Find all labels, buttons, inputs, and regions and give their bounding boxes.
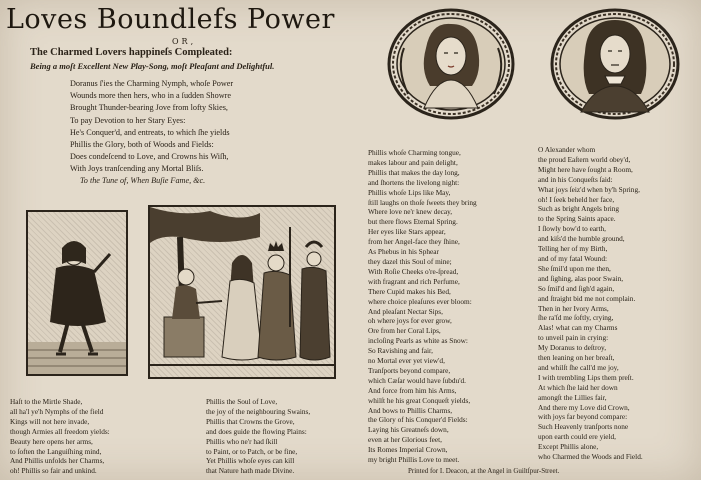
- verse-line: Ore from her Coral Lips,: [368, 326, 441, 336]
- verse-line: And bows to Phillis Charms,: [368, 405, 453, 415]
- verse-line: Brought Thunder-bearing Jove from lofty Skies,: [70, 103, 228, 113]
- verse-line: With Roſie Cheeks o're-ſpread,: [368, 266, 459, 276]
- walking-gentleman-icon: [26, 210, 128, 376]
- verse-line: who Charmed the Woods and Field.: [538, 452, 643, 462]
- stanza-2: [206, 397, 310, 476]
- verse-line: all ha'l ye'h Nymphs of the field: [10, 406, 104, 416]
- stanza-column-middle: [368, 148, 477, 465]
- tune-line: To the Tune of, When Buſie Fame, &c.: [80, 176, 206, 185]
- verse-line: Might here have ſought a Room,: [538, 164, 633, 174]
- verse-line: the proud Eaſtern world obey'd,: [538, 154, 631, 164]
- ballad-title: Loves Boundlefs Power: [6, 4, 335, 35]
- verse-line: Phillis the Glory, both of Woods and Fields:: [70, 140, 214, 150]
- verse-line: Tranſports beyond compare,: [368, 365, 451, 375]
- verse-line: no Mortal ever yet view'd,: [368, 356, 445, 366]
- verse-line: Phillis whoſe Charming tongue,: [368, 148, 461, 157]
- verse-line: Wounds more then hers, who in a ſudden Showre: [70, 91, 232, 101]
- verse-line: Telling her of my Birth,: [538, 244, 608, 254]
- verse-line: Phillis the Soul of Love,: [206, 397, 278, 406]
- verse-line: At which ſhe laid her down: [538, 382, 618, 392]
- verse-line: with fragrant and rich Perfume,: [368, 276, 460, 286]
- verse-line: and ſighing, alas poor Swain,: [538, 273, 624, 283]
- verse-line: and kiſs'd the humble ground,: [538, 234, 625, 244]
- verse-line: the Glory of his Conquer'd Fields:: [368, 415, 468, 425]
- verse-line: though Armies all freedom yields:: [10, 426, 110, 436]
- verse-line: makes labour and pain delight,: [368, 157, 458, 167]
- verse-line: My Doranus to deſtroy,: [538, 343, 607, 353]
- verse-line: Except Phillis alone,: [538, 442, 599, 452]
- verse-line: Phillis that Crowns the Grove,: [206, 416, 295, 426]
- verse-line: to ſoften the Languiſhing mind,: [10, 446, 102, 456]
- verse-line: He's Conquer'd, and entreats, to which ſhe yields: [70, 127, 230, 137]
- verse-line: Such Heavenly tranſports none: [538, 422, 629, 432]
- verse-line: even at her Glorious feet,: [368, 435, 442, 445]
- ballad-description: Being a moſt Excellent New Play-Song, moſt Pleaſant and Delightful.: [30, 61, 275, 71]
- verse-line: And there my Love did Crown,: [538, 402, 630, 412]
- verse-line: So Ravishing and fair,: [368, 346, 433, 356]
- man-portrait-icon: [549, 8, 681, 120]
- verse-line: to unveil pain in crying:: [538, 333, 609, 343]
- verse-line: ſhe ra'ſd me ſoftly, crying,: [538, 313, 614, 323]
- verse-line: oh where joys for ever grow,: [368, 316, 452, 326]
- verse-line: which Cæſar would have ſubdu'd.: [368, 375, 466, 385]
- verse-line: they dazel this Soul of mine;: [368, 256, 452, 266]
- verse-line: Does condeſcend to Love, and Crowns his Wiſh,: [70, 152, 229, 162]
- verse-line: and of my fatal Wound:: [538, 253, 607, 263]
- verse-line: the joy of the neighbouring Swains,: [206, 406, 311, 416]
- verse-line: Phillis who ne'r had ſkill: [206, 436, 278, 446]
- verse-line: upon earth could ere yield,: [538, 432, 617, 442]
- verse-line: with joys far beyond compare:: [538, 412, 628, 422]
- ballad-or: OR,: [172, 37, 197, 46]
- stanza-1: [10, 397, 110, 476]
- verse-line: to Paint, or to Patch, or be fine,: [206, 446, 298, 456]
- verse-line: Kings will not here invade,: [10, 416, 90, 426]
- verse-line: incloſing Pearls as white as Snow:: [368, 336, 468, 346]
- verse-line: oh! Phillis so fair and unkind.: [10, 466, 97, 476]
- verse-line: and does guide the flowing Plains:: [206, 426, 307, 436]
- ballad-subtitle: The Charmed Lovers happineſs Compleated:: [30, 47, 233, 58]
- verse-line: Then in her Ivory Arms,: [538, 303, 609, 313]
- verse-line: and ſtraight bid me not complain.: [538, 293, 636, 303]
- verse-line: where choice pleaſures ever bloom:: [368, 296, 472, 306]
- verse-line: I with trembling Lips them preſt.: [538, 372, 634, 382]
- verse-line: from her Angel-face they ſhine,: [368, 237, 460, 247]
- verse-line: To pay Devotion to her Stary Eyes:: [70, 115, 186, 125]
- verse-line: What joys ſeiz'd when by'h Spring,: [538, 184, 640, 194]
- verse-line: my bright Phillis Love to meet.: [368, 455, 460, 465]
- imprint-line: Printed for I. Deacon, at the Angel in Guiltſpur-Street.: [408, 467, 560, 475]
- verse-line: And Phillis unfolds her Charms,: [10, 456, 105, 466]
- verse-line: and whilſt ſhe call'd me joy,: [538, 362, 619, 372]
- verse-line: So ſmil'd and ſigh'd again,: [538, 283, 615, 293]
- woman-portrait-icon: [386, 8, 516, 120]
- verse-line: to the Spring Saints apace.: [538, 214, 616, 224]
- verse-line: Doranus ſ'ies the Charming Nymph, whoſe Power: [70, 79, 234, 88]
- stanza-column-right: [538, 145, 643, 462]
- verse-line: O Alexander whom: [538, 145, 596, 154]
- verse-line: Such as bright Angels bring: [538, 204, 620, 214]
- verse-line: Haſt to the Mirtle Shade,: [10, 397, 83, 406]
- verse-line: amongſt the Lillies fair,: [538, 392, 607, 402]
- verse-line: She ſmil'd upon me then,: [538, 263, 611, 273]
- intro-verse: [70, 78, 233, 176]
- verse-line: ſtill laughs on thoſe ſweets they bring: [368, 197, 477, 207]
- verse-line: but there flows Eternal Spring.: [368, 217, 458, 227]
- verse-line: And force from him his Arms,: [368, 385, 457, 395]
- verse-line: Laying his Greatneſs down,: [368, 425, 449, 435]
- verse-line: Her eyes like Stars appear,: [368, 227, 446, 237]
- verse-line: Phillis that makes the day long,: [368, 167, 460, 177]
- verse-line: As Phebus in his Sphear: [368, 247, 439, 257]
- verse-line: With Joys tranſcending any Mortal Bliſs.: [70, 164, 204, 174]
- verse-line: Phillis whoſe Lips like May,: [368, 187, 451, 197]
- verse-line: Where love ne'r knew decay,: [368, 207, 453, 217]
- verse-line: Alas! what can my Charms: [538, 323, 618, 333]
- verse-line: And pleaſant Nectar Sips,: [368, 306, 443, 316]
- verse-line: whilſt he his great Conqueſt yields,: [368, 395, 471, 405]
- verse-line: I ſlowly bow'd to earth,: [538, 224, 606, 234]
- seated-figure-with-ladies-icon: [148, 205, 336, 379]
- verse-line: and ſhortens the livelong night:: [368, 177, 460, 187]
- verse-line: There Cupid makes his Bed,: [368, 286, 451, 296]
- verse-line: oh! I ſeek beheld her face,: [538, 194, 615, 204]
- verse-line: then leaning on her breaſt,: [538, 353, 615, 363]
- verse-line: Yet Phillis whoſe eyes can kill: [206, 456, 295, 466]
- verse-line: and in his Conqueſts ſaid:: [538, 174, 613, 184]
- verse-line: that Nature hath made Divine.: [206, 466, 295, 476]
- verse-line: Its Romes Imperial Crown,: [368, 445, 448, 455]
- verse-line: Beauty here opens her arms,: [10, 436, 93, 446]
